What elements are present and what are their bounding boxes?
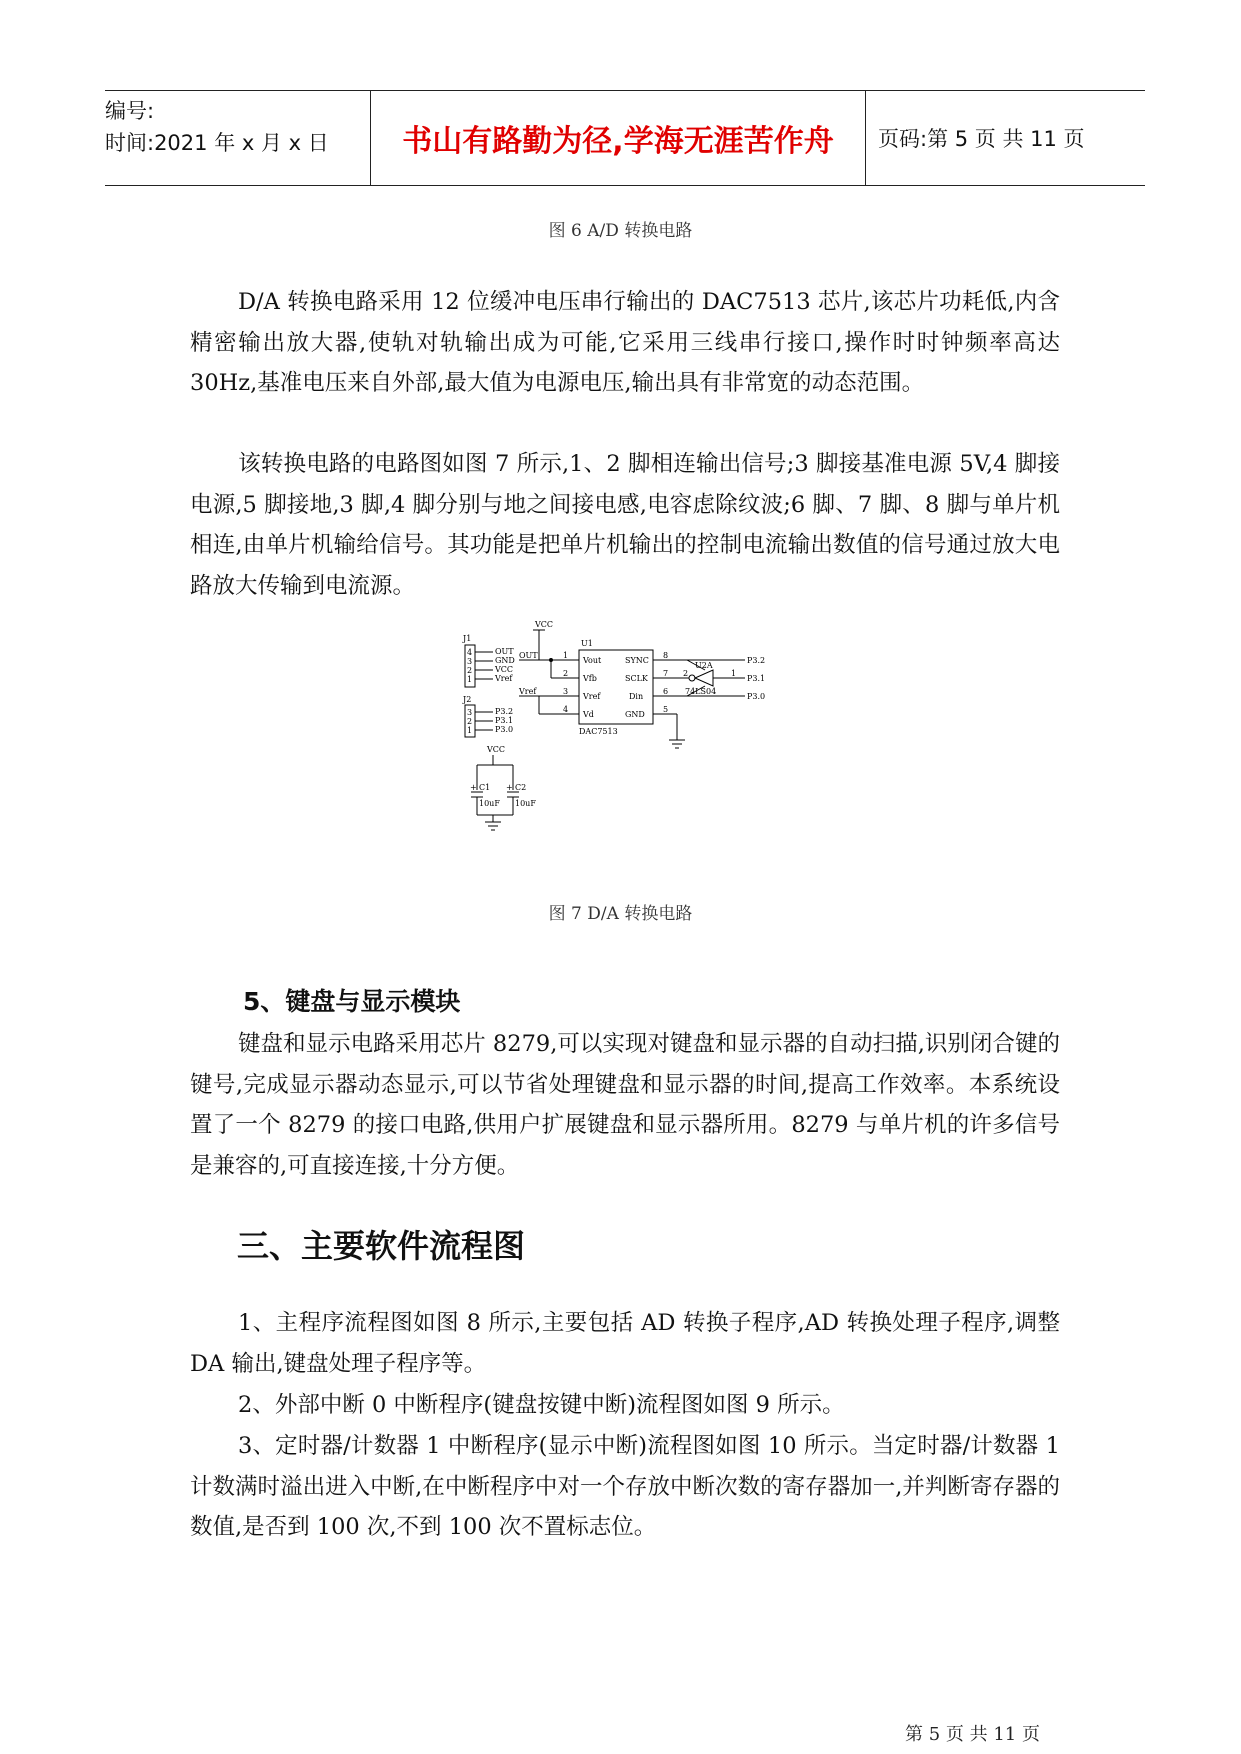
vcc-label: VCC [535,620,554,629]
u1-left-pin-2: 2 [563,669,569,678]
u1-name-vfb: Vfb [583,674,597,683]
c1-plus: + [470,783,477,792]
chip-label: DAC7513 [579,727,618,736]
u1-right-pin-6: 6 [663,687,669,696]
j2-pin-2: 2 [467,717,473,726]
j2-label-p32: P3.2 [495,707,514,716]
port-p32: P3.2 [747,656,766,665]
c1-label: C1 [479,783,491,792]
u1-left-pin-4: 4 [563,705,569,714]
j2-label: J2 [463,695,472,704]
c2-plus: + [506,783,513,792]
j1-label-out: OUT [495,647,514,656]
page-header [105,90,1145,186]
header-page-info: 页码:第 5 页 共 11 页 [878,127,1085,151]
inverter-pin-in: 1 [731,669,737,678]
j2-label-p30: P3.0 [495,725,514,734]
port-p31: P3.1 [747,674,766,683]
paragraph-keyboard-display: 键盘和显示电路采用芯片 8279,可以实现对键盘和显示器的自动扫描,识别闭合键的键号,完成显示器动态显示,可以节省处理键盘和显示器的时间,提高工作效率。本系统设置了一个 8279 的接口电路,供用户扩展键盘和显示器所用。8279 与单片机的许多信号是兼容的,可直接连接,十分方便。 [190,1031,1060,1179]
inverter-label: U2A [695,661,713,670]
u1-name-vref: Vref [583,692,601,701]
j1-pin-2: 2 [467,666,473,675]
section-3-title: 三、主要软件流程图 [237,1227,526,1265]
paragraph-da-intro: D/A 转换电路采用 12 位缓冲电压串行输出的 DAC7513 芯片,该芯片功耗低,内含精密输出放大器,使轨对轨输出成为可能,它采用三线串行接口,操作时时钟频率高达 30Hz,基准电压来自外部,最大值为电源电压,输出具有非常宽的动态范围。 [190,289,1060,396]
page-footer: 第 5 页 共 11 页 [905,1724,1040,1745]
j2-pin-1: 1 [467,726,473,735]
u1-name-vd: Vd [583,710,594,719]
figure-6-caption: 图 6 A/D 转换电路 [548,221,693,241]
u1-label: U1 [581,639,593,648]
inverter-pin-out: 2 [683,669,689,678]
u1-right-pin-5: 5 [663,705,669,714]
j1-pin-3: 3 [467,657,473,666]
header-meta [105,91,370,185]
c2-value: 10uF [515,799,536,808]
paragraph-interrupt-0: 2、外部中断 0 中断程序(键盘按键中断)流程图如图 9 所示。 [238,1392,845,1418]
paragraph-circuit-description: 该转换电路的电路图如图 7 所示,1、2 脚相连输出信号;3 脚接基准电源 5V,4 脚接电源,5 脚接地,3 脚,4 脚分别与地之间接电感,电容虑除纹波;6 脚、7 脚、8 脚与单片机相连,由单片机输给信号。其功能是把单片机输出的控制电流输出数值的信号通过放大电路放大传输到电流源。 [190,451,1060,599]
j1-pin-4: 4 [467,648,473,657]
u1-name-vout: Vout [583,656,602,665]
cap-vcc-label: VCC [487,745,506,754]
c1-value: 10uF [479,799,500,808]
u1-name-sync: SYNC [625,656,649,665]
inverter-part-label: 74LS04 [685,687,717,696]
paragraph-main-program: 1、主程序流程图如图 8 所示,主要包括 AD 转换子程序,AD 转换处理子程序,调整 DA 输出,键盘处理子程序等。 [190,1310,1060,1377]
u1-name-din: Din [629,692,644,701]
out-label: OUT [519,651,538,660]
port-p30: P3.0 [747,692,766,701]
j1-label-vcc: VCC [495,665,514,674]
j1-label-gnd: GND [495,656,515,665]
j1-pin-1: 1 [467,675,473,684]
section-5-title: 5、键盘与显示模块 [243,987,461,1016]
u1-left-pin-3: 3 [563,687,569,696]
u1-left-pin-1: 1 [563,651,569,660]
vref-label: Vref [519,687,537,696]
u1-right-pin-7: 7 [663,669,669,678]
u1-right-pin-8: 8 [663,651,669,660]
c2-label: C2 [515,783,527,792]
document-time-label: 时间:2021 年 x 月 x 日 [105,131,329,155]
j2-pin-3: 3 [467,708,473,717]
j1-label-vref: Vref [495,674,513,683]
da-circuit-diagram [455,620,815,840]
j1-label: J1 [463,634,472,643]
u1-name-gnd: GND [625,710,645,719]
header-motto: 书山有路勤为径,学海无涯苦作舟 [370,91,866,185]
u1-name-sclk: SCLK [625,674,648,683]
document-number-label: 编号: [105,99,155,123]
figure-7-caption: 图 7 D/A 转换电路 [548,904,693,924]
j2-label-p31: P3.1 [495,716,514,725]
paragraph-timer-interrupt: 3、定时器/计数器 1 中断程序(显示中断)流程图如图 10 所示。当定时器/计数器 1 计数满时溢出进入中断,在中断程序中对一个存放中断次数的寄存器加一,并判断寄存器的数值,是否到 100 次,不到 100 次不置标志位。 [190,1433,1060,1540]
